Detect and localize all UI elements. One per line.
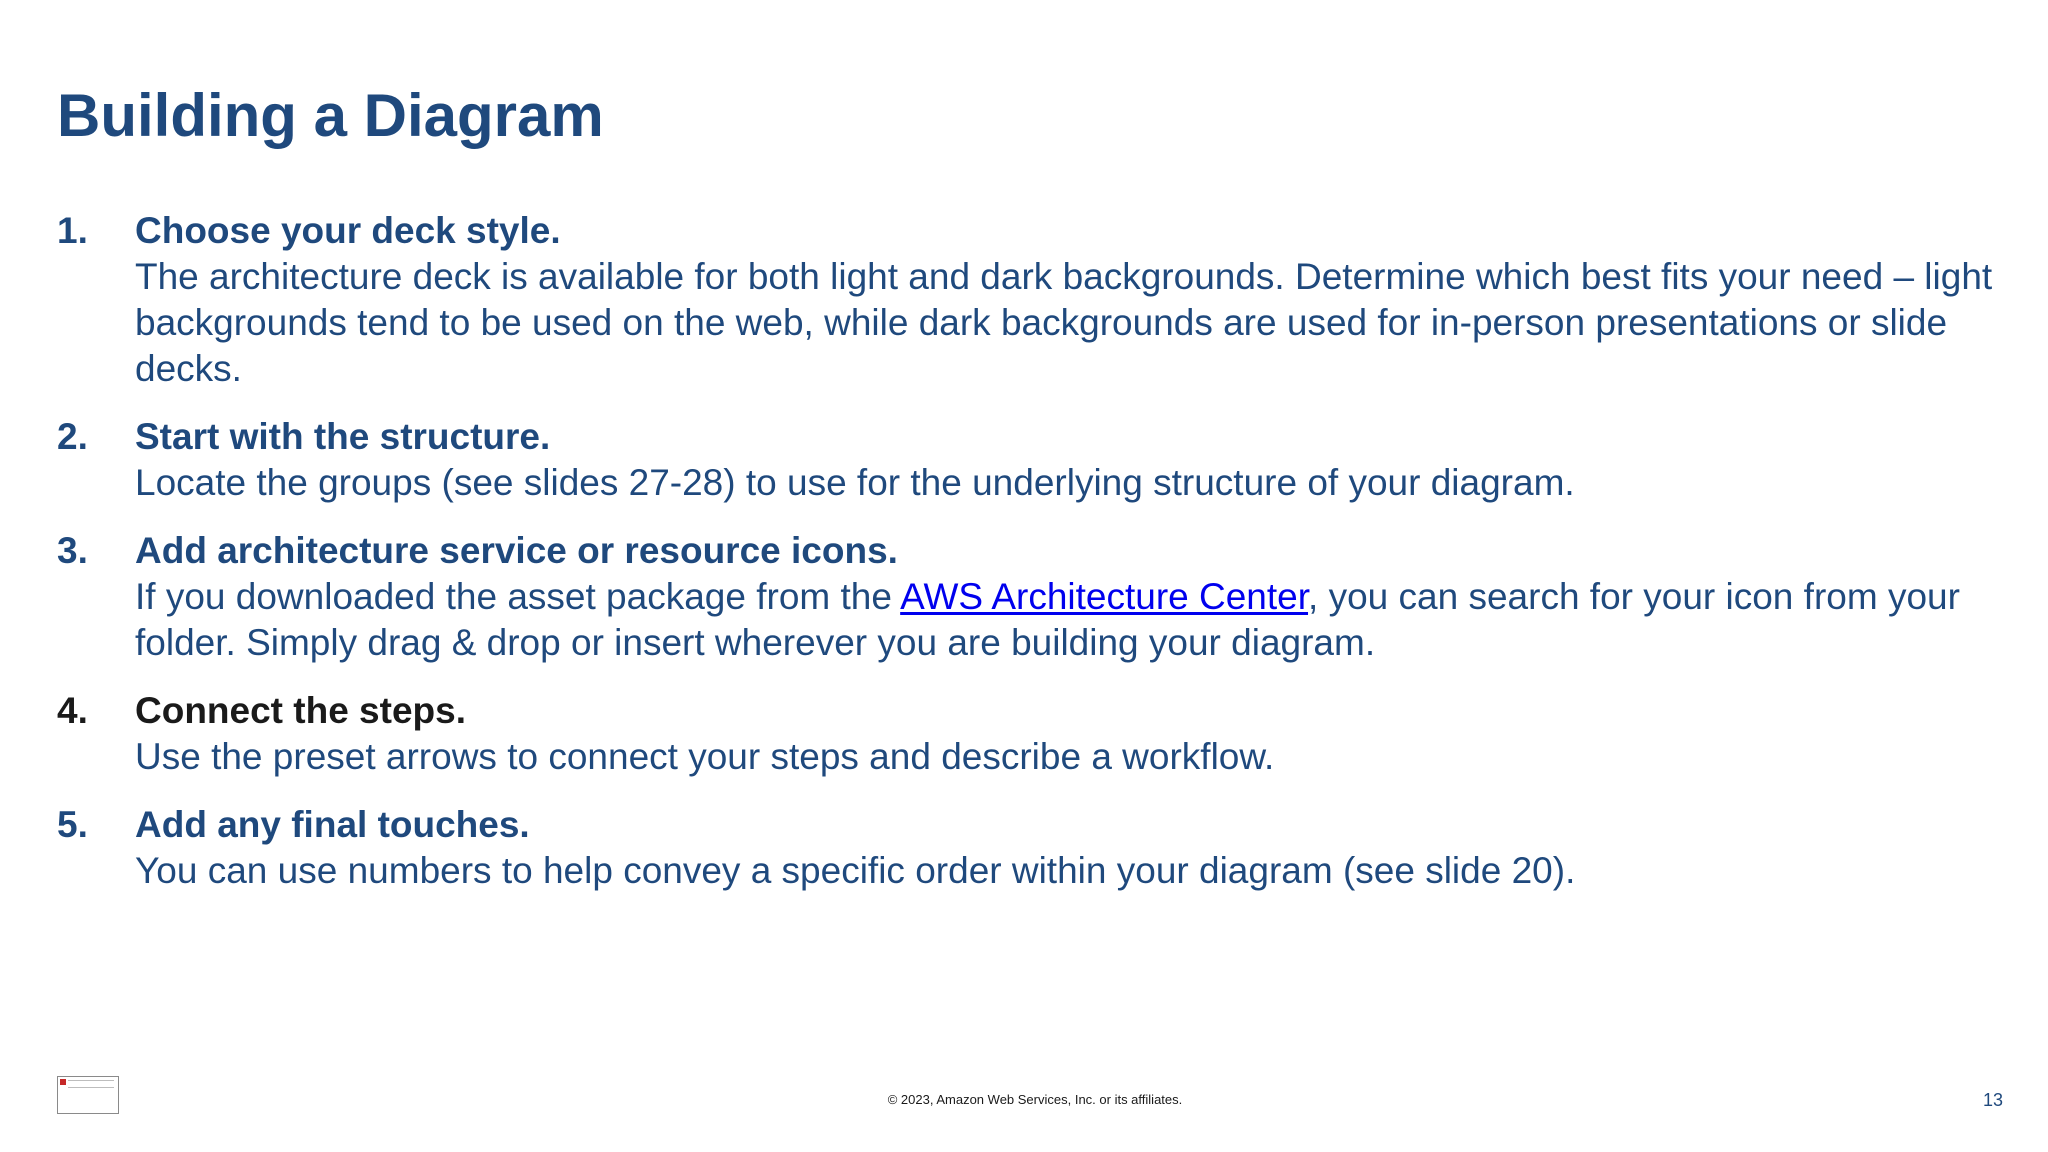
step-heading: Start with the structure. bbox=[135, 416, 551, 457]
placeholder-lines bbox=[68, 1080, 114, 1088]
step-number: 4. bbox=[57, 690, 88, 731]
step-heading: Add architecture service or resource icons. bbox=[135, 530, 898, 571]
step-3 bbox=[57, 528, 1997, 666]
step-body: Locate the groups (see slides 27-28) to use for the underlying structure of your diagram. bbox=[135, 462, 1575, 503]
error-mark-icon bbox=[60, 1079, 66, 1085]
step-5 bbox=[57, 802, 1997, 894]
page-number: 13 bbox=[1982, 1090, 2003, 1110]
slide-title: Building a Diagram bbox=[57, 82, 604, 149]
step-heading: Add any final touches. bbox=[135, 804, 530, 845]
step-heading: Choose your deck style. bbox=[135, 210, 561, 251]
step-heading: Connect the steps. bbox=[135, 690, 466, 731]
step-number: 3. bbox=[57, 530, 88, 571]
step-number: 2. bbox=[57, 416, 88, 457]
aws-architecture-center-link[interactable]: AWS Architecture Center bbox=[900, 576, 1309, 617]
step-body-text: If you downloaded the asset package from the bbox=[135, 576, 901, 617]
steps-list bbox=[57, 208, 1997, 916]
step-number: 1. bbox=[57, 210, 88, 251]
step-body: Use the preset arrows to connect your steps and describe a workflow. bbox=[135, 736, 1275, 777]
step-body: The architecture deck is available for both light and dark backgrounds. Determine which best fits your need – light backgrounds tend to be used on the web, while dark backgrounds are used for in-person presentations or slide decks. bbox=[135, 256, 1993, 389]
step-4 bbox=[57, 688, 1997, 780]
step-body-text: , you can search for your icon from your folder. Simply drag & drop or insert wherever you are building your diagram. bbox=[135, 576, 1960, 663]
step-number: 5. bbox=[57, 804, 88, 845]
step-2 bbox=[57, 414, 1997, 506]
step-body bbox=[135, 574, 1997, 666]
footer-copyright: © 2023, Amazon Web Services, Inc. or its affiliates. bbox=[887, 1092, 1183, 1107]
step-1 bbox=[57, 208, 1997, 392]
step-body: You can use numbers to help convey a specific order within your diagram (see slide 20). bbox=[135, 850, 1576, 891]
